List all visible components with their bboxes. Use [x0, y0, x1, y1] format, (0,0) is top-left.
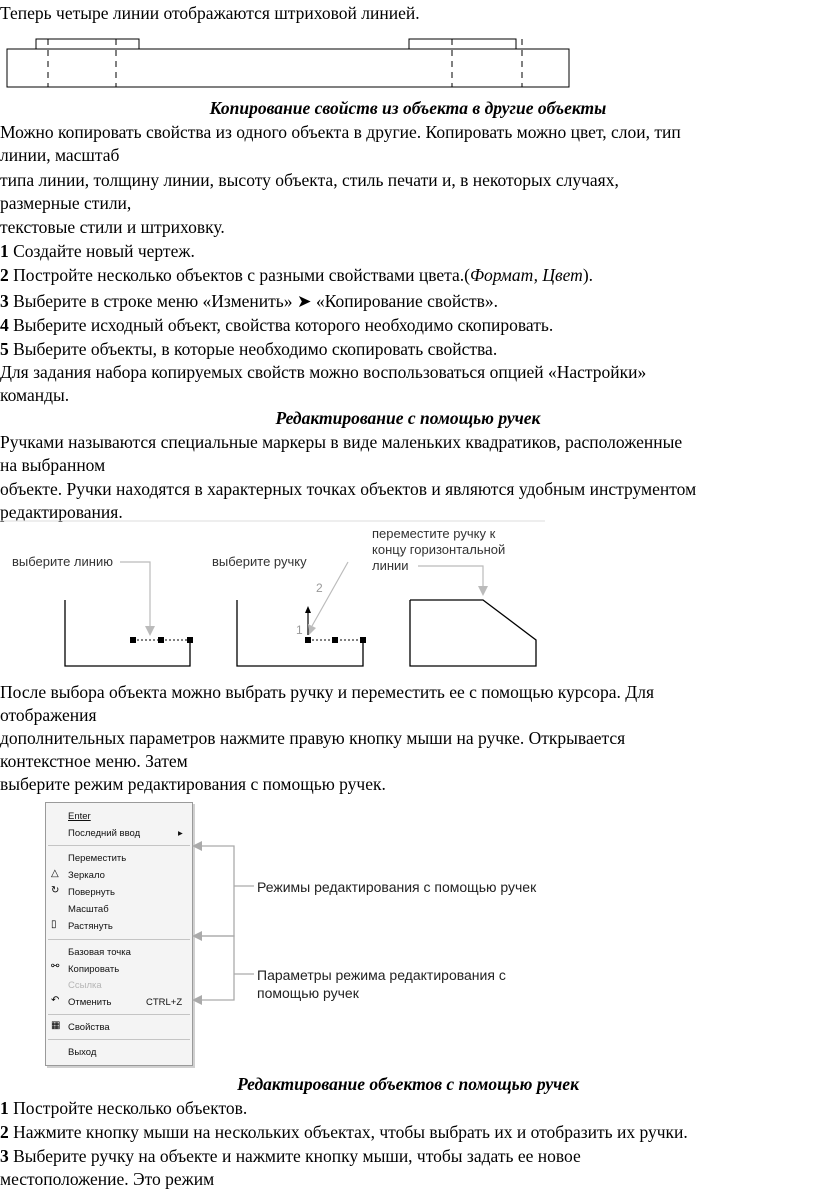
rotate-icon: ↻ — [51, 885, 60, 896]
arrow-line — [120, 562, 150, 630]
undo-icon: ↶ — [51, 995, 60, 1006]
s3-step-1: 1 Постройте несколько объектов. — [0, 1098, 248, 1118]
menu-item-scale[interactable]: Масштаб — [68, 904, 109, 915]
grip-editing-figure — [0, 518, 560, 678]
menu-item-mirror[interactable]: Зеркало — [68, 870, 105, 881]
section1-para-line: типа линии, толщину линии, высоту объекта, стиль печати и, в некоторых случаях, — [0, 170, 619, 190]
section1-para-line: линии, масштаб — [0, 145, 120, 165]
s3-tail: местоположение. Это режим — [0, 1169, 215, 1189]
label-move-grip: концу горизонтальной — [372, 542, 506, 557]
section1-note-line: команды. — [0, 385, 70, 405]
section2-after-line: После выбора объекта можно выбрать ручку и переместить ее с помощью курсора. Для — [0, 682, 655, 702]
menu-item-last-input[interactable]: Последний ввод — [68, 828, 141, 839]
menu-item-undo[interactable]: Отменить — [68, 997, 112, 1008]
menu-item-exit[interactable]: Выход — [68, 1047, 97, 1058]
callout-params: Параметры режима редактирования с — [257, 967, 506, 983]
step-1: 1 Создайте новый чертеж. — [0, 241, 195, 261]
menu-item-rotate[interactable]: Повернуть — [68, 887, 115, 898]
grip-square — [332, 637, 338, 643]
step-4: 4 Выберите исходный объект, свойства которого необходимо скопировать. — [0, 315, 554, 335]
undo-shortcut: CTRL+Z — [146, 997, 183, 1008]
section1-note-line: Для задания набора копируемых свойств можно воспользоваться опцией «Настройки» — [0, 362, 647, 382]
label-select-line: выберите линию — [12, 554, 113, 569]
left-tab — [36, 39, 139, 49]
label-select-grip: выберите ручку — [212, 554, 307, 569]
grip-square — [158, 637, 164, 643]
label-move-grip: линии — [372, 558, 409, 573]
s3-step-3: 3 Выберите ручку на объекте и нажмите кнопку мыши, чтобы задать ее новое — [0, 1146, 581, 1166]
section1-title: Копирование свойств из объекта в другие объекты — [209, 98, 607, 118]
label-move-grip: переместите ручку к — [372, 526, 496, 541]
step-number-2: 2 — [316, 581, 323, 595]
section1-para-line: Можно копировать свойства из одного объекта в другие. Копировать можно цвет, слои, тип — [0, 122, 681, 142]
grip-square — [305, 637, 311, 643]
step-5: 5 Выберите объекты, в которые необходимо скопировать свойства. — [0, 339, 498, 359]
menu-item-move[interactable]: Переместить — [68, 853, 127, 864]
section1-para-line: размерные стили, — [0, 193, 132, 213]
section2-title: Редактирование с помощью ручек — [275, 408, 541, 428]
dashed-lines-drawing — [6, 36, 572, 90]
menu-item-reference: Ссылка — [68, 980, 102, 991]
grip-square — [187, 637, 193, 643]
outer-rectangle — [7, 49, 569, 87]
section3-title: Редактирование объектов с помощью ручек — [237, 1074, 579, 1094]
menu-callout-brackets — [190, 800, 260, 1020]
menu-item-base-point[interactable]: Базовая точка — [68, 947, 131, 958]
grip-square — [360, 637, 366, 643]
section2-para-line: на выбранном — [0, 455, 106, 475]
menu-item-copy[interactable]: Копировать — [68, 964, 120, 975]
menu-item-stretch[interactable]: Растянуть — [68, 921, 113, 932]
mirror-icon: △ — [51, 868, 59, 879]
section2-after-line: дополнительных параметров нажмите правую кнопку мыши на ручке. Открывается — [0, 728, 626, 748]
shape-1 — [65, 600, 190, 666]
section2-after-line: выберите режим редактирования с помощью ручек. — [0, 774, 386, 794]
section2-para-line: Ручками называются специальные маркеры в виде маленьких квадратиков, расположенные — [0, 432, 683, 452]
arrow-line — [418, 566, 483, 590]
step-number-1: 1 — [296, 623, 303, 637]
section2-para-line: объекте. Ручки находятся в характерных точках объектов и являются удобным инструментом — [0, 479, 697, 499]
menu-item-enter[interactable]: Enter — [68, 811, 91, 822]
step-2: 2 Постройте несколько объектов с разными свойствами цвета.(Формат, Цвет). — [0, 265, 594, 285]
callout-modes: Режимы редактирования с помощью ручек — [257, 879, 537, 895]
intro-text: Теперь четыре линии отображаются штриховой линией. — [0, 3, 420, 23]
right-tab — [409, 39, 516, 49]
grip-square — [130, 637, 136, 643]
section2-after-line: отображения — [0, 705, 97, 725]
grip-context-menu — [45, 802, 193, 1066]
menu-item-properties[interactable]: Свойства — [68, 1022, 110, 1033]
callout-params: помощью ручек — [257, 985, 359, 1001]
stretch-icon: ▯ — [51, 919, 57, 930]
s3-step-2: 2 Нажмите кнопку мыши на нескольких объектах, чтобы выбрать их и отобразить их ручки. — [0, 1122, 688, 1142]
shape-3 — [410, 600, 536, 666]
section2-after-line: контекстное меню. Затем — [0, 751, 188, 771]
section1-para-line: текстовые стили и штриховку. — [0, 217, 225, 237]
submenu-arrow-icon: ▸ — [178, 828, 183, 839]
properties-icon: ▦ — [51, 1020, 61, 1031]
step-3: 3 Выберите в строке меню «Изменить» ➤ «Копирование свойств». — [0, 291, 498, 311]
copy-icon: ⚯ — [51, 961, 60, 972]
section2-para-line: редактирования. — [0, 502, 123, 522]
